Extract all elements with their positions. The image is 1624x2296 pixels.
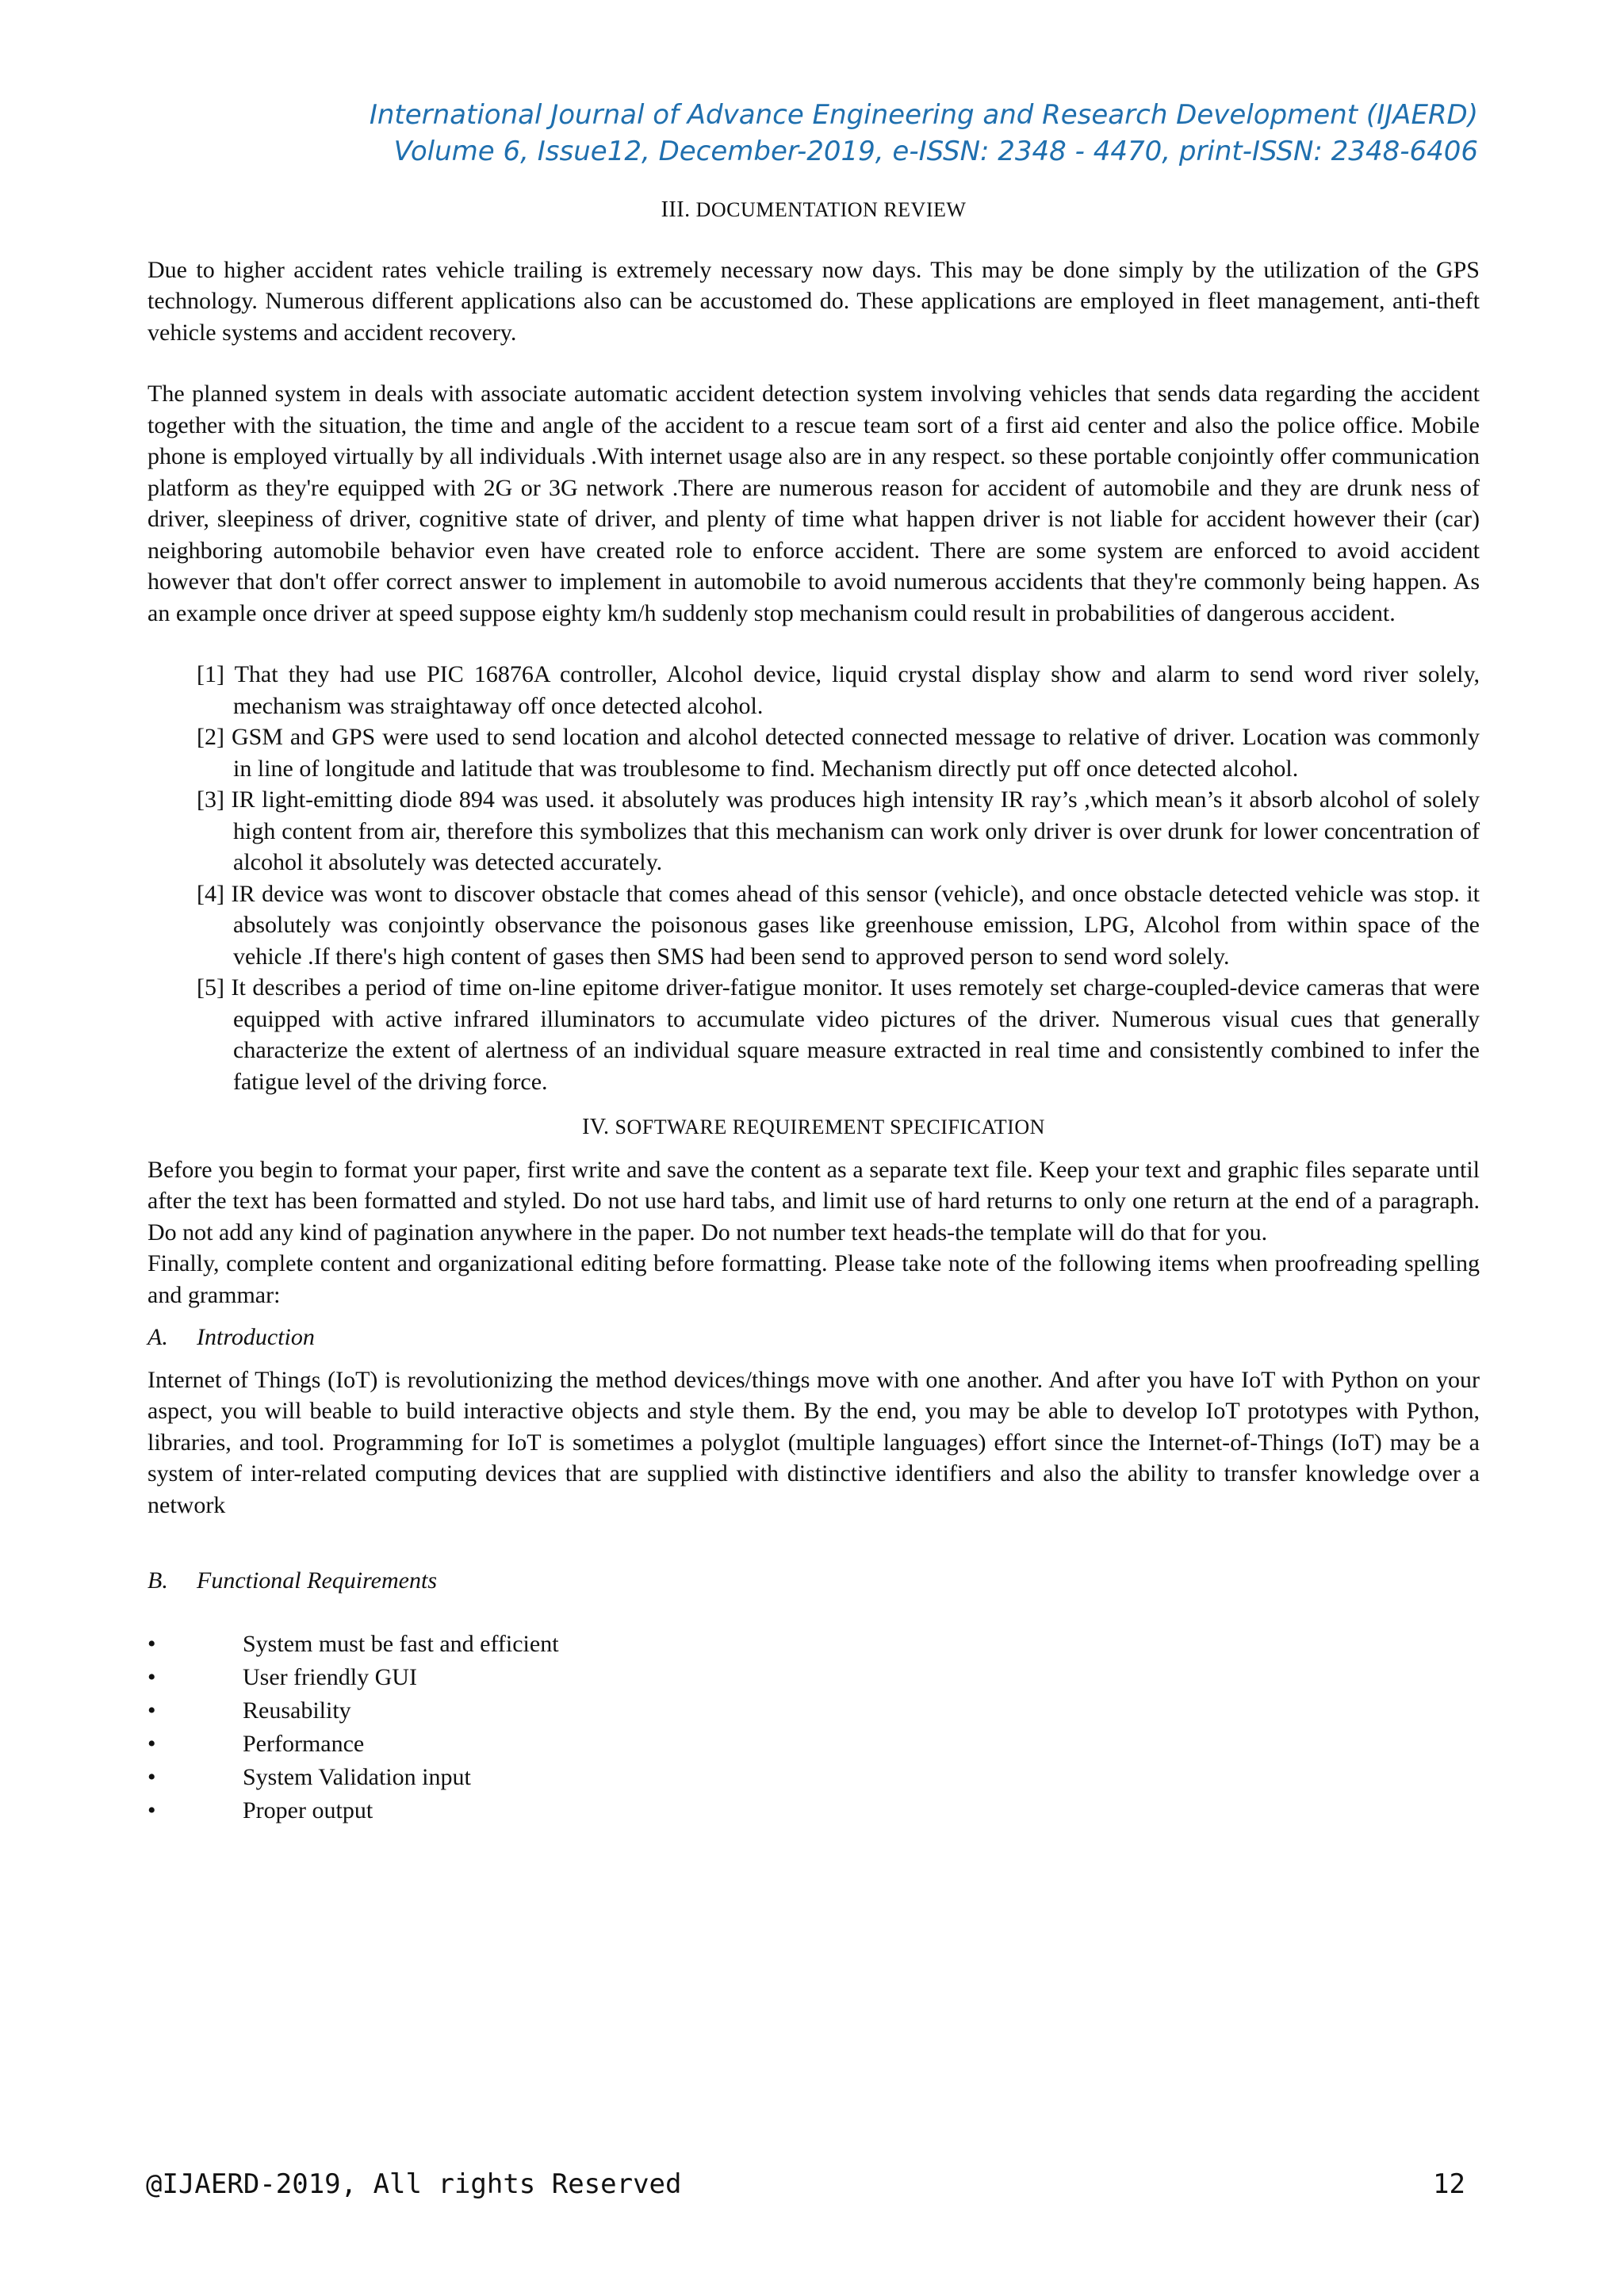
subsection-label: A.: [147, 1324, 168, 1350]
reference-list: [197, 659, 1480, 1097]
bullet-icon: •: [147, 1797, 156, 1823]
reference-item: [2] GSM and GPS were used to send location and alcohol detected connected message to relative of driver. Location was commonly in line of longitude and latitude that was troublesome to find. Mechanism directly put off once detected alcohol.: [197, 724, 1480, 782]
list-item: • Proper output: [147, 1795, 1480, 1828]
journal-header: [370, 97, 1478, 170]
page-footer: [146, 2168, 1465, 2200]
bullet-icon: •: [147, 1663, 156, 1690]
subsection-label: B.: [147, 1567, 168, 1594]
reference-item: [4] IR device was wont to discover obstacle that comes ahead of this sensor (vehicle), and once obstacle detected vehicle was stop. it absolutely was conjointly observance the poisonous gases like greenhouse emission, LPG, Alcohol from within space of the vehicle .If there's high content of gases then SMS had been send to approved person to send word solely.: [197, 880, 1480, 970]
reference-item: [1] That they had use PIC 16876A controller, Alcohol device, liquid crystal display show and alarm to send word river solely, mechanism was straightaway off once detected alcohol.: [197, 661, 1480, 719]
page-content: [147, 194, 1480, 1828]
section-number: IV.: [582, 1115, 610, 1139]
subsection-title: Introduction: [197, 1324, 315, 1350]
list-item: • System Validation input: [147, 1762, 1480, 1795]
paragraph: Internet of Things (IoT) is revolutionizing the method devices/things move with one another. And after you have IoT with Python on your aspect, you will beable to build interactive objects and style them. By the end, you may be able to develop IoT prototypes with Python, libraries, and tool. Programming for IoT is sometimes a polyglot (multiple languages) effort since the Internet-of-Things (IoT) may be a system of inter-related computing devices that are supplied with distinctive identifiers and also the ability to transfer knowledge over a network: [147, 1366, 1480, 1518]
subsection-heading-introduction: [147, 1322, 1480, 1353]
journal-issue-info: Volume 6, Issue12, December-2019, e-ISSN: 2348 - 4470, print-ISSN: 2348-6406: [393, 136, 1478, 167]
list-item: • Reusability: [147, 1695, 1480, 1728]
subsection-heading-functional-requirements: [147, 1565, 1480, 1597]
section-title: SOFTWARE REQUIREMENT SPECIFICATION: [615, 1115, 1045, 1138]
reference-item: [5] It describes a period of time on-line epitome driver-fatigue monitor. It uses remotely set charge-coupled-device cameras that were equipped with active infrared illuminators to accumulate video pictures of the driver. Numerous visual cues that generally characterize the extent of alertness of an individual square measure extracted in real time and consistently combined to infer the fatigue level of the driving force.: [197, 974, 1480, 1095]
section-heading-documentation-review: [147, 194, 1480, 226]
subsection-title: Functional Requirements: [197, 1567, 437, 1594]
requirements-list: [147, 1628, 1480, 1828]
paragraph: Due to higher accident rates vehicle trailing is extremely necessary now days. This may be done simply by the utilization of the GPS technology. Numerous different applications also can be accustomed do. These applications are employed in fleet management, anti-theft vehicle systems and accident recovery.: [147, 256, 1480, 346]
section-heading-software-requirement-specification: [147, 1112, 1480, 1143]
bullet-icon: •: [147, 1763, 156, 1790]
paragraph: Finally, complete content and organizational editing before formatting. Please take note of the following items when proofreading spelling and grammar:: [147, 1250, 1480, 1308]
list-item: • System must be fast and efficient: [147, 1628, 1480, 1662]
paragraph: The planned system in deals with associate automatic accident detection system involving vehicles that sends data regarding the accident together with the situation, the time and angle of the accident to a rescue team sort of a first aid center and also the police office. Mobile phone is employed virtually by all individuals .With internet usage also are in any respect. so these portable conjointly offer communication platform as they're equipped with 2G or 3G network .There are numerous reason for accident of automobile and they are drunk ness of driver, sleepiness of driver, cognitive state of driver, and plenty of time what happen driver is not liable for accident however their (car) neighboring automobile behavior even have created role to enforce accident. There are some system are enforced to avoid accident however that don't offer correct answer to implement in automobile to avoid numerous accidents that they're commonly being happen. As an example once driver at speed suppose eighty km/h suddenly stop mechanism could result in probabilities of dangerous accident.: [147, 381, 1480, 626]
section-number: III.: [661, 197, 691, 222]
list-item: • User friendly GUI: [147, 1662, 1480, 1695]
reference-item: [3] IR light-emitting diode 894 was used. it absolutely was produces high intensity IR ray’s ,which mean’s it absorb alcohol of solely high content from air, therefore this symbolizes that this mechanism can work only driver is over drunk for lower concentration of alcohol it absolutely was detected accurately.: [197, 786, 1480, 875]
list-item: • Performance: [147, 1728, 1480, 1762]
page-number: 12: [1433, 2168, 1465, 2200]
bullet-icon: •: [147, 1630, 156, 1657]
bullet-icon: •: [147, 1730, 156, 1757]
section-title: DOCUMENTATION REVIEW: [695, 198, 967, 221]
copyright-notice: @IJAERD-2019, All rights Reserved: [146, 2168, 682, 2200]
paragraph: Before you begin to format your paper, first write and save the content as a separate text file. Keep your text and graphic files separate until after the text has been formatted and styled. Do not use hard tabs, and limit use of hard returns to only one return at the end of a paragraph. Do not add any kind of pagination anywhere in the paper. Do not number text heads-the template will do that for you.: [147, 1156, 1480, 1246]
bullet-icon: •: [147, 1697, 156, 1724]
journal-title: International Journal of Advance Engineering and Research Development (IJAERD): [369, 99, 1478, 131]
